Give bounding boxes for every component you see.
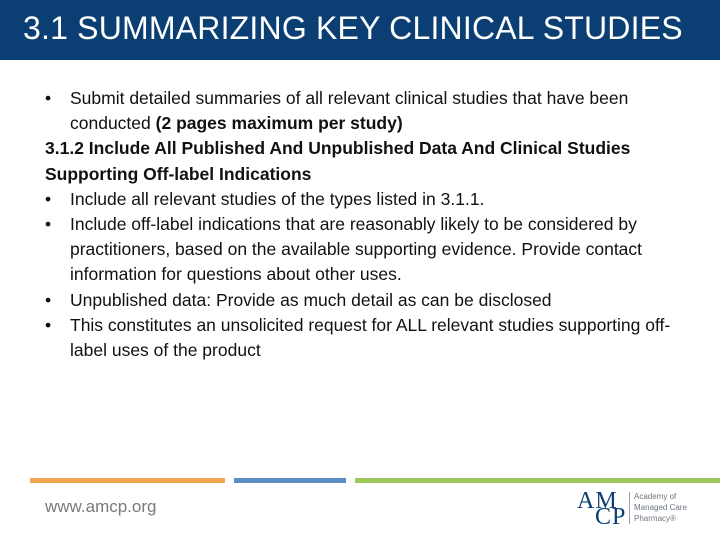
bullet-text: This constitutes an unsolicited request for ALL relevant studies supporting off-label uses of the product xyxy=(70,314,671,361)
bullet-item xyxy=(45,212,685,288)
bullet-icon: • xyxy=(45,314,52,335)
slide-body xyxy=(45,86,685,363)
logo-divider xyxy=(629,492,630,524)
section-subheading: 3.1.2 Include All Published And Unpublished Data And Clinical Studies Supporting Off-label Indications xyxy=(45,138,631,184)
bullet-item xyxy=(45,288,685,313)
logo-text: Academy of Managed Care Pharmacy® xyxy=(634,492,687,523)
footer-url-link[interactable]: www.amcp.org xyxy=(45,497,157,516)
bullet-text: Unpublished data: Provide as much detail as can be disclosed xyxy=(70,289,552,310)
bullet-icon: • xyxy=(45,188,52,209)
bullet-item xyxy=(45,187,685,212)
bullet-icon: • xyxy=(45,88,52,108)
bullet-item xyxy=(45,86,685,136)
bar-green xyxy=(355,478,720,483)
bullet-text: Submit detailed summaries of all relevant clinical studies that have been conducted xyxy=(70,88,629,134)
bar-orange xyxy=(30,478,225,483)
logo-cp: CP xyxy=(595,504,627,530)
bullet-icon: • xyxy=(45,214,52,235)
bullet-emphasis: (2 pages maximum per study) xyxy=(155,113,403,134)
footer-color-bars xyxy=(0,478,720,483)
bullet-text: Include all relevant studies of the types listed in 3.1.1. xyxy=(70,188,485,209)
title-bar xyxy=(0,0,720,60)
bar-blue xyxy=(234,478,346,483)
bullet-item xyxy=(45,313,685,363)
slide-title: 3.1 SUMMARIZING KEY CLINICAL STUDIES xyxy=(23,10,683,46)
bullet-text: Include off-label indications that are reasonably likely to be considered by practitioners, based on the available supporting evidence. Provide contact information for questions about other uses. xyxy=(70,214,643,285)
logo-am: AM xyxy=(577,488,618,514)
amcp-logo xyxy=(577,488,697,528)
bullet-icon: • xyxy=(45,289,52,310)
